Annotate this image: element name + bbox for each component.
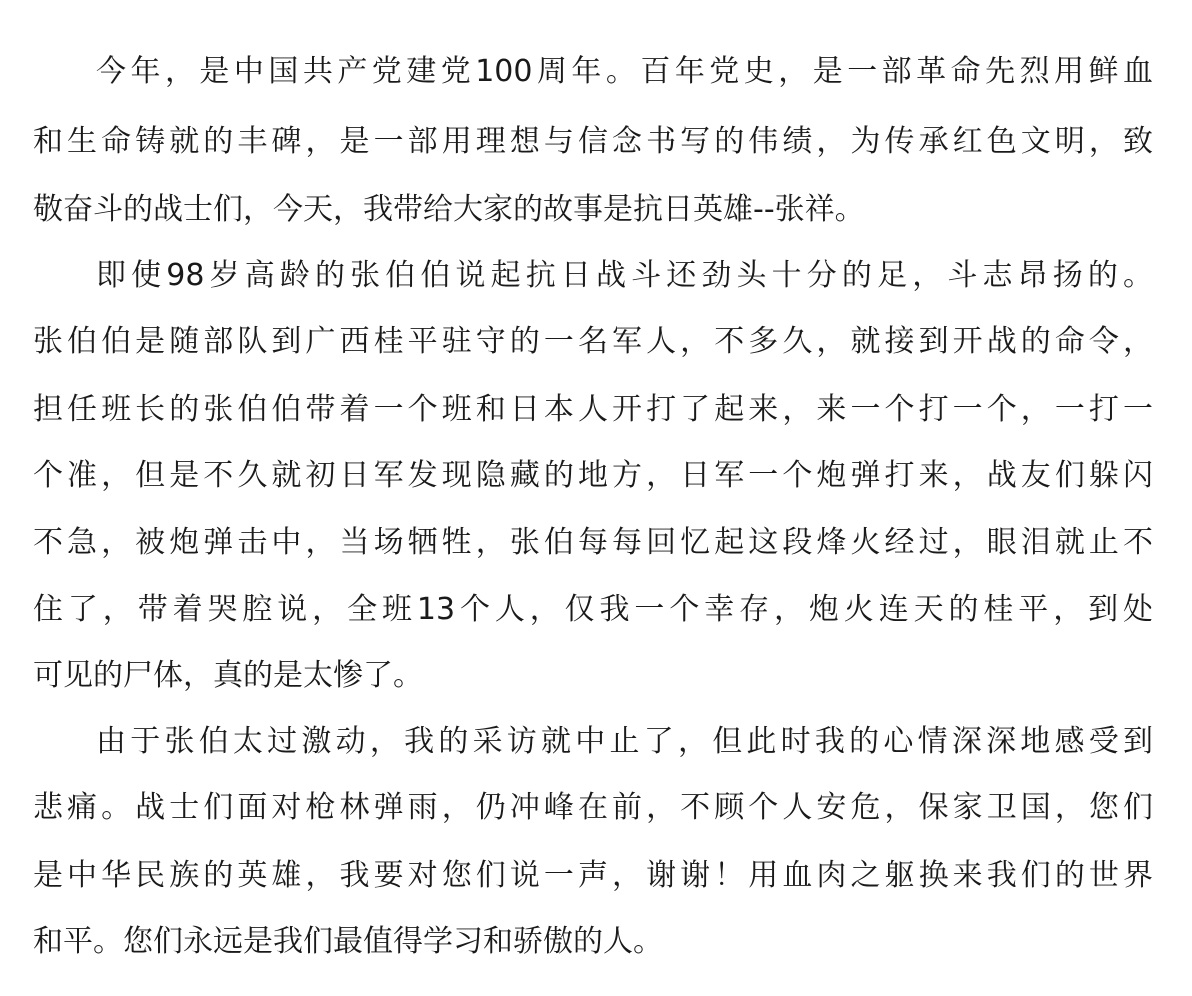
text-line: 和平。您们永远是我们最值得学习和骄傲的人。 xyxy=(33,924,663,959)
text-line: 和生命铸就的丰碑，是一部用理想与信念书写的伟绩，为传承红色文明，致 xyxy=(33,124,1153,159)
text-line: 张伯伯是随部队到广西桂平驻守的一名军人，不多久，就接到开战的命令， xyxy=(33,324,1153,359)
text-line: 住了，带着哭腔说，全班13个人，仅我一个幸存，炮火连天的桂平，到处 xyxy=(33,592,1153,627)
text-line: 即使98岁高龄的张伯伯说起抗日战斗还劲头十分的足，斗志昂扬的。 xyxy=(96,258,1153,293)
text-line: 由于张伯太过激动，我的采访就中止了，但此时我的心情深深地感受到 xyxy=(96,724,1153,759)
text-line: 今年，是中国共产党建党100周年。百年党史，是一部革命先烈用鲜血 xyxy=(96,54,1153,89)
text-line: 个准，但是不久就初日军发现隐藏的地方，日军一个炮弹打来，战友们躲闪 xyxy=(33,458,1153,493)
text-line: 敬奋斗的战士们，今天，我带给大家的故事是抗日英雄--张祥。 xyxy=(33,192,865,227)
text-line: 可见的尸体，真的是太惨了。 xyxy=(33,658,423,693)
text-line: 担任班长的张伯伯带着一个班和日本人开打了起来，来一个打一个，一打一 xyxy=(33,392,1153,427)
text-line: 悲痛。战士们面对枪林弹雨，仍冲峰在前，不顾个人安危，保家卫国，您们 xyxy=(33,790,1153,825)
text-line: 不急，被炮弹击中，当场牺牲，张伯每每回忆起这段烽火经过，眼泪就止不 xyxy=(33,525,1153,560)
text-line: 是中华民族的英雄，我要对您们说一声，谢谢！用血肉之躯换来我们的世界 xyxy=(33,858,1153,893)
